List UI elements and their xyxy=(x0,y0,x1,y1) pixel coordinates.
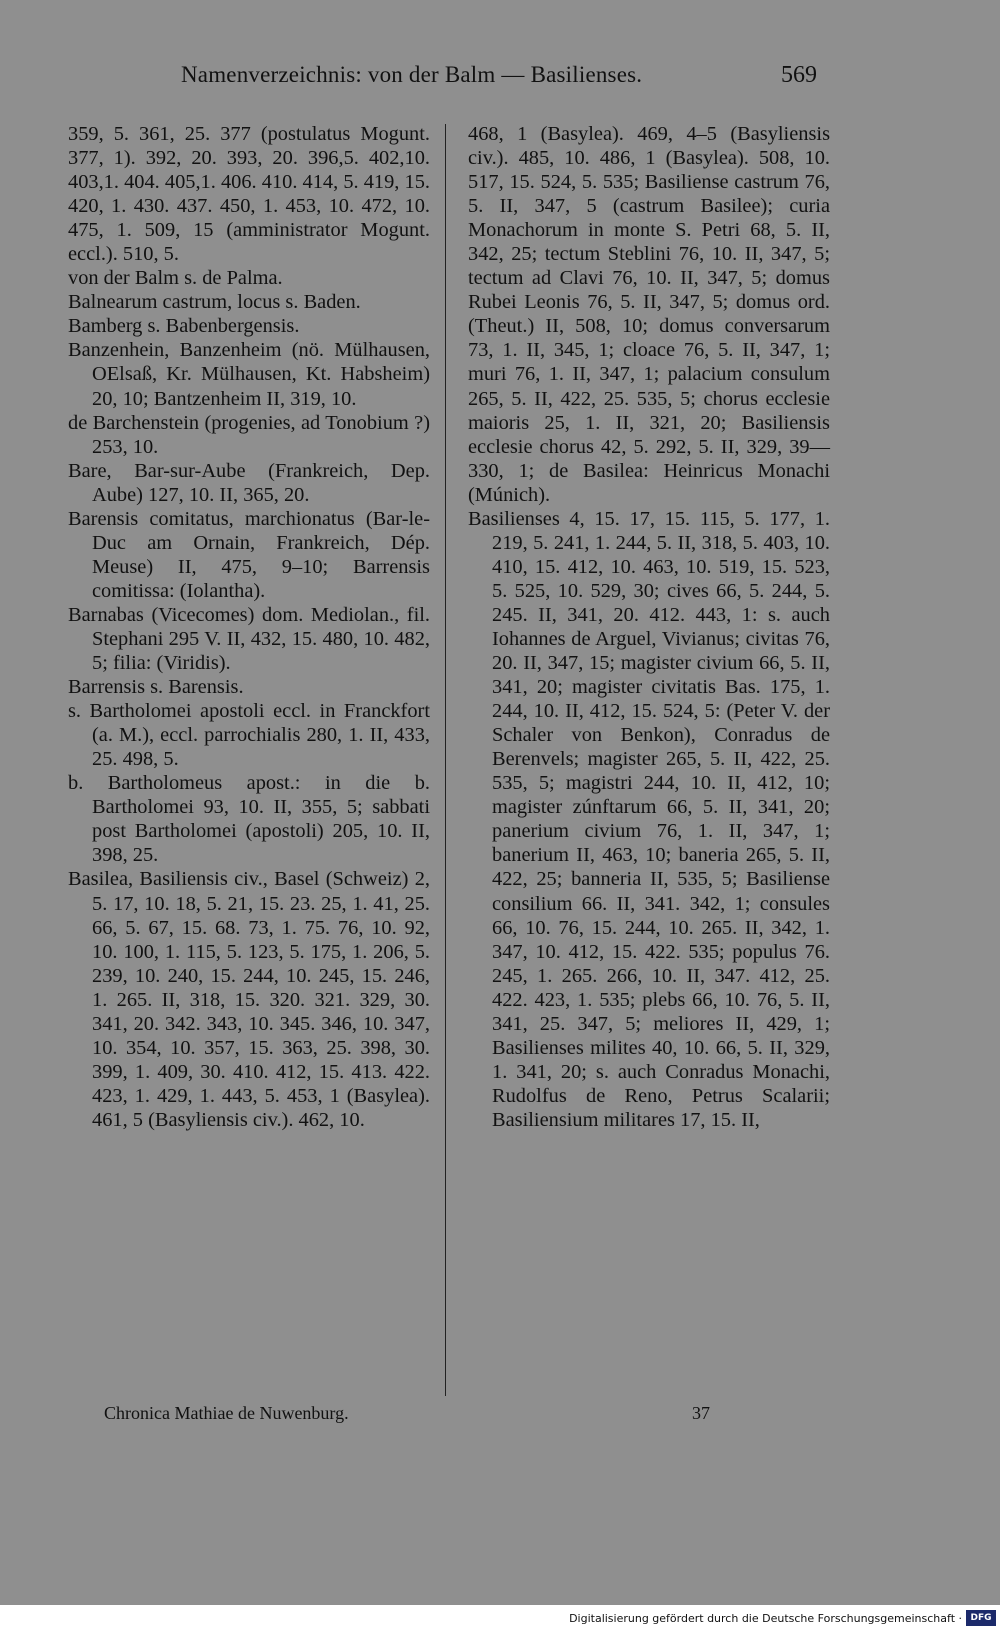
index-entry: b. Bartholomeus apost.: in die b. Bartholomei 93, 10. II, 355, 5; sabbati post Bartholomei (apostoli) 205, 10. II, 398, 25. xyxy=(68,772,430,867)
index-entry: Balnearum castrum, locus s. Baden. xyxy=(68,291,361,314)
index-entry: Barrensis s. Barensis. xyxy=(68,676,244,699)
index-entry: Bamberg s. Babenbergensis. xyxy=(68,315,300,338)
header-title: Namenverzeichnis: von der Balm — Basilienses. xyxy=(181,62,643,87)
digitization-banner xyxy=(0,1605,1000,1631)
index-entry: Basilienses 4, 15. 17, 15. 115, 5. 177, 1. 219, 5. 241, 1. 244, 5. II, 318, 5. 403, 10. 410, 15. 412, 10. 463, 10. 519, 15. 523, 5. 525, 10. 529, 30; cives 66, 5. 244, 5. 245. II, 341, 20. 412. 443, 1: s. auch Iohannes de Arguel, Vivianus; civitas 76, 20. II, 347, 15; magister civium 66, 5. II, 341, 20; magister civitatis Bas. 175, 1. 244, 10. II, 412, 15. 524, 5: (Peter V. der Schaler von Benkon), Conradus de Berenvels; magister 265, 5. II, 422, 25. 535, 5; magistri 244, 10. II, 412, 10; magister zúnftarum 66, 5. II, 341, 20; panerium civium 76, 1. II, 347, 1; banerium II, 463, 10; baneria 265, 5. II, 422, 25; banneria II, 535, 5; Basiliense consilium 66. II, 341. 342, 1; consules 66, 10. 76, 15. 244, 10. 265. II, 342, 1. 347, 10. 412, 15. 422. 535; populus 76. 245, 1. 265. 266, 10. II, 347. 412, 25. 422. 423, 1. 535; plebs 66, 10. 76, 5. II, 341, 25. 347, 5; meliores II, 429, 1; Basilienses milites 40, 10. 66, 5. II, 329, 1. 341, 20; s. auch Conradus Monachi, Rudolfus de Reno, Petrus Scalarii; Basiliensium militares 17, 15. II, xyxy=(468,507,830,1131)
index-entry: 468, 1 (Basylea). 469, 4–5 (Basyliensis civ.). 485, 10. 486, 1 (Basylea). 508, 10. 517, 15. 524, 5. 535; Basiliense castrum 76, 5. II, 347, 5 (castrum Basilee); curia Monachorum in monte S. Petri 68, 5. II, 342, 25; tectum Steblini 76, 10. II, 347, 5; tectum ad Clavi 76, 10. II, 347, 5; domus Rubei Leonis 76, 5. II, 347, 5; domus ord. (Theut.) II, 508, 10; domus conversarum 73, 1. II, 345, 1; cloace 76, 5. II, 347, 1; muri 76, 1. II, 347, 1; palacium consulum 265, 5. II, 422, 25. 535, 5; chorus ecclesie maioris 25, 1. II, 321, 20; Basiliensis ecclesie chorus 42, 5. 292, 5. II, 329, 39—330, 1; de Basilea: Heinricus Monachi (Múnich). xyxy=(468,123,830,506)
index-entry: Bare, Bar-sur-Aube (Frankreich, Dep. Aube) 127, 10. II, 365, 20. xyxy=(68,459,430,506)
index-entry: Basilea, Basiliensis civ., Basel (Schweiz) 2, 5. 17, 10. 18, 5. 21, 15. 23. 25, 1. 41, 25. 66, 5. 67, 15. 68. 73, 1. 75. 76, 10. 92, 10. 100, 1. 115, 5. 123, 5. 175, 1. 206, 5. 239, 10. 240, 15. 244, 10. 245, 15. 246, 1. 265. II, 318, 15. 320. 321. 329, 30. 341, 20. 342. 343, 10. 345. 346, 10. 347, 10. 354, 10. 357, 15. 363, 25. 398, 30. 399, 1. 409, 30. 410. 412, 15. 413. 422. 423, 1. 429, 1. 443, 5. 453, 1 (Basylea). 461, 5 (Basyliensis civ.). 462, 10. xyxy=(68,868,430,1131)
left-column xyxy=(68,122,430,1132)
index-entry: 359, 5. 361, 25. 377 (postulatus Mogunt. 377, 1). 392, 20. 393, 20. 396,5. 402,10. 403,1. 404. 405,1. 406. 410. 414, 5. 419, 15. 420, 1. 430. 437. 450, 1. 453, 10. 472, 10. 475, 1. 509, 15 (amministrator Mogunt. eccl.). 510, 5. xyxy=(68,123,430,266)
running-header xyxy=(0,62,1000,94)
index-entry: Barnabas (Vicecomes) dom. Mediolan., fil. Stephani 295 V. II, 432, 15. 480, 10. 482, 5; filia: (Viridis). xyxy=(68,603,430,675)
index-entry: Barensis comitatus, marchionatus (Bar-le-Duc am Ornain, Frankreich, Dép. Meuse) II, 475, 9–10; Barrensis comitissa: (Iolantha). xyxy=(68,507,430,602)
column-divider xyxy=(445,124,446,1396)
index-entry: s. Bartholomei apostoli eccl. in Franckfort (a. M.), eccl. parrochialis 280, 1. II, 433, 25. 498, 5. xyxy=(68,700,430,771)
digitization-credit: Digitalisierung gefördert durch die Deutsche Forschungsgemeinschaft · xyxy=(569,1612,962,1625)
index-entry: de Barchenstein (progenies, ad Tonobium ?) 253, 10. xyxy=(68,411,430,458)
footer-signature: Chronica Mathiae de Nuwenburg. xyxy=(104,1403,349,1423)
index-entry: von der Balm s. de Palma. xyxy=(68,267,283,290)
dfg-logo-icon: DFG xyxy=(966,1610,996,1626)
index-entry: Banzenhein, Banzenheim (nö. Mülhausen, OElsaß, Kr. Mülhausen, Kt. Habsheim) 20, 10; Bantzenheim II, 319, 10. xyxy=(68,339,430,410)
sheet-number: 37 xyxy=(692,1403,710,1423)
page-number: 569 xyxy=(781,62,817,88)
right-column xyxy=(468,122,830,1132)
